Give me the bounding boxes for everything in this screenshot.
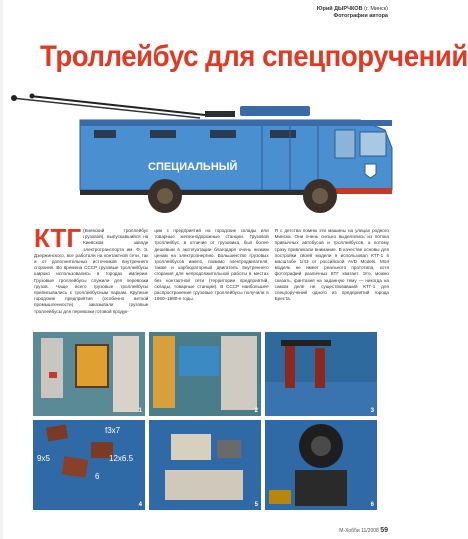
article-title: Троллейбус для спецпоручений: [40, 40, 468, 73]
photo-number: 4: [138, 502, 142, 508]
cutting-mat-label: 12x6.5: [109, 454, 134, 463]
photo-2: [149, 332, 261, 416]
drop-cap: КТГ: [34, 223, 82, 253]
cutting-mat-label: 9x5: [37, 454, 50, 463]
page-number: 59: [380, 527, 388, 534]
cutting-mat-label: f3x7: [105, 426, 121, 435]
issue-label: М-Хобби 11/2008: [339, 528, 379, 534]
photo-number: 6: [370, 502, 374, 508]
photo-5: [149, 420, 261, 510]
photo-number: 2: [254, 408, 258, 414]
page-footer: [339, 527, 388, 534]
photo-number: 5: [254, 502, 258, 508]
photo-1: [33, 332, 145, 416]
photo-number: 3: [370, 408, 374, 414]
article-paragraph: ции с предприятий на городские склады или товарные железнодорожные станции. Грузовой троллейбус, в отличие от грузовика, был более дешевым в эксплуатации благодаря очень низким ценам на электроэнергию. Большинство грузовых троллейбусов имело, помимо электродвигателя, также и карбюраторный двигатель внутреннего сгорания для непродолжительной работы в местах без контактной сети (территории предприятий, склады, товарные станции). В СССР наибольшее распространение грузовые троллейбусы получили в 1960–1980-е годы.: [154, 228, 269, 302]
article-column-1: [34, 223, 149, 328]
photo-credit: Фотографии автора: [333, 13, 388, 19]
byline: [317, 6, 388, 20]
photo-number: 1: [138, 408, 142, 414]
article-paragraph: Я с детства помню эти машины на улицах родного Минска. Они очень сильно выделялись из потока привычных автобусов и троллейбусов, а потому сразу привлекали внимание. В качестве основы для постройки своей модели я использовал КТГ-1 в масштабе 1/43 от российской AVD Models. Моя модель не имеет реального прототипа, хотя фотографий различных КТГ хватает. Это, можно сказать, фантазия на заданную тему — никогда на самом деле не существовавший КТГ-1 для спецпоручений одного из предприятий города Бреста.: [274, 228, 389, 302]
article-column-2: [154, 228, 268, 328]
article-column-3: [275, 228, 389, 328]
article-body: [34, 223, 389, 328]
author-city: (г. Минск): [364, 6, 388, 12]
photo-4: [33, 420, 145, 510]
hero-side-text: СПЕЦИАЛЬНЫЙ: [148, 161, 238, 173]
article-paragraph: (Киевский троллейбус грузовой), выпускавшийся на Киевском заводе электротранспорта им. Ф. Э. Дзержинского, все работали на контактной сети, так и от дополнительных источников внутреннего сгорания. Во времена СССР грузовые троллейбусы широко использовались в городах империи. Грузовые троллейбусы служили для перевозки грузов. Чаще всего грузовые троллейбусы приписывались к троллейбусным паркам. Крупные городские предприятия (особенно ветхой промышленности) заказывали грузовые троллейбусы для перевозки готовой продук-: [34, 228, 149, 314]
photo-3: [265, 332, 377, 416]
hero-trolleybus-photo: [0, 78, 402, 226]
cutting-mat-label: 6: [95, 472, 100, 481]
author-name: Юрий ДЫРЧКОВ: [316, 6, 363, 12]
photo-6: [265, 420, 377, 510]
